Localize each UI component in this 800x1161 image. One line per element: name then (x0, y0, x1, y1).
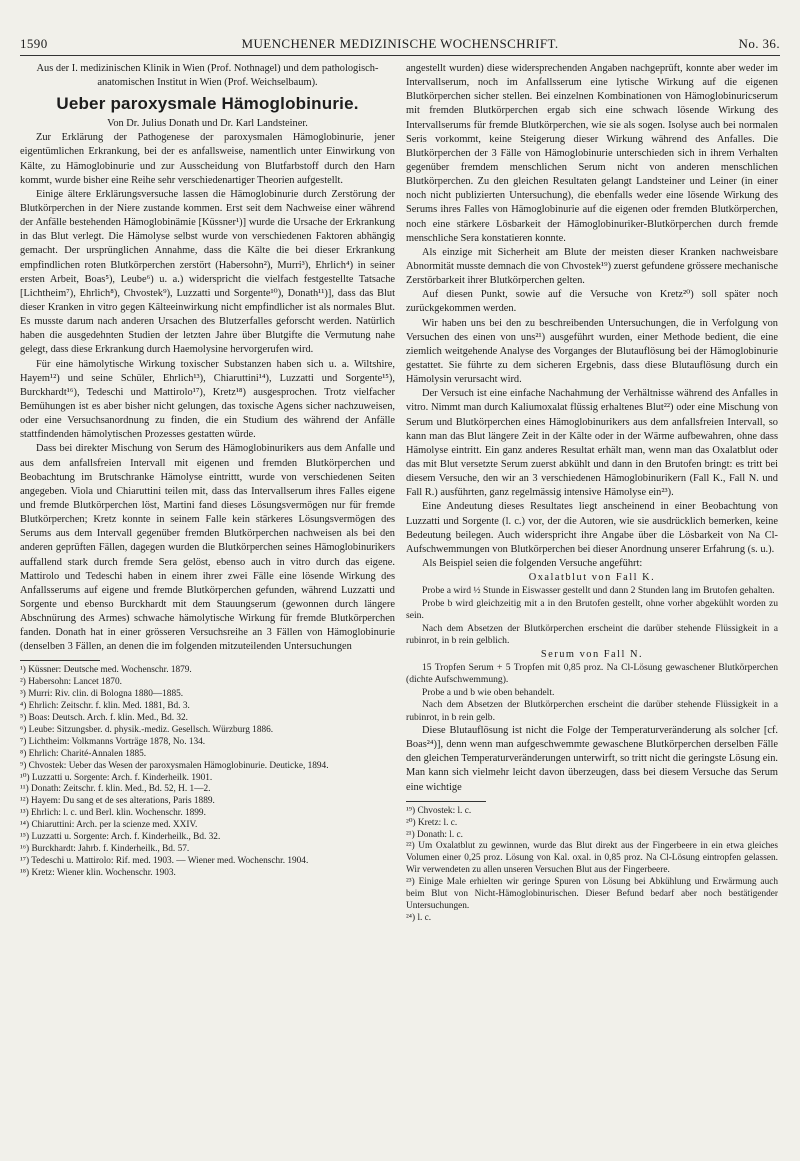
article-title: Ueber paroxysmale Hämoglobinurie. (56, 94, 359, 114)
footnote: ¹⁷) Tedeschi u. Mattirolo: Rif. med. 1903. — Wiener med. Wochenschr. 1904. (20, 855, 309, 866)
footnote: ⁴) Ehrlich: Zeitschr. f. klin. Med. 1881, Bd. 3. (20, 701, 190, 712)
footnote: ²¹) Donath: l. c. (406, 829, 463, 840)
body-paragraph: Einige ältere Erklärungsversuche lassen die Hämoglobinurie durch Zerstörung der Blutkörperchen in der Niere zustande kommen. Erst seit dem Nachweise einer während der Anfälle bestehenden Hämoglobinämie [Küssner¹)] wurde die Ursache der Erkrankung in das Blut verlegt. Die Hämolyse selbst wurde von verschiedenen Faktoren abhängig gemacht. Der ursprünglichen Annahme, dass die Kälte die bei dieser Erkrankung empfindlichen roten Blutkörperchen zerstört (Habersohn²), Murri³), Ehrlich⁴) in seiner ersten Arbeit, Boas⁵), Leube⁶) u. a.) widerspricht die vielfach festgestellte Tatsache [Lichtheim⁷), Ehrlich⁸), Chvostek⁹), Luzzatti und Sorgente¹⁰), Donath¹¹)], dass das Blut dieser Kranken in vitro gegen Kälteeinwirkung nicht empfindlicher ist als normales Blut. Es musste darum nach anderen Ursachen des Blutzerfalles geforscht werden. Natürlich haben die ausgedehnten Studien der letzten Jahre über Blutgifte die Vermutung nahe gelegt, dass diese Erkrankung durch Haemolysine hervorgerufen wird. (20, 188, 395, 356)
experiment-line: Nach dem Absetzen der Blutkörperchen erscheint die darüber stehende Flüssigkeit in a rubinrot, in b rein gelblich. (406, 622, 778, 647)
footnote: ⁶) Leube: Sitzungsber. d. physik.-mediz. Gesellsch. Würzburg 1886. (20, 724, 274, 735)
body-paragraph: Diese Blutauflösung ist nicht die Folge der Temperaturveränderung als solcher [cf. Boas²⁴)], denn wenn man aufgeschwemmte gewaschene Blutkörperchen derselben Fälle den gleichen Temperaturveränderungen unterwirft, so tritt nicht die geringste Lösung ein. Man kann sich vielmehr leicht davon überzeugen, dass bei diesem Versuche das Serum eine wichtige (406, 725, 778, 793)
experiment-line: Nach dem Absetzen der Blutkörperchen erscheint die darüber stehende Flüssigkeit in a rubinrot, in b rein gelb. (406, 699, 778, 723)
footnote: ²⁴) l. c. (406, 912, 432, 923)
footnote: ¹⁴) Chiaruttini: Arch. per la scienze med. XXIV. (20, 820, 198, 831)
footnote: ¹²) Hayem: Du sang et de ses alterations, Paris 1889. (20, 796, 215, 807)
footnote: ⁹) Chvostek: Ueber das Wesen der paroxysmalen Hämoglobinurie. Deuticke, 1894. (20, 760, 329, 771)
right-column (406, 62, 778, 925)
article-authors: Von Dr. Julius Donath und Dr. Karl Landsteiner. (107, 118, 308, 130)
footnote: ⁸) Ehrlich: Charité-Annalen 1885. (20, 748, 147, 759)
footnote: ⁷) Lichtheim: Volkmanns Vorträge 1878, No. 134. (20, 736, 206, 747)
footnote: ¹⁹) Chvostek: l. c. (406, 805, 472, 816)
footnote: ¹⁵) Luzzatti u. Sorgente: Arch. f. Kinderheilk., Bd. 32. (20, 831, 221, 842)
footnote-rule (20, 660, 100, 661)
experiment-line: Probe a und b wie oben behandelt. (422, 686, 555, 698)
footnote: ²) Habersohn: Lancet 1870. (20, 677, 122, 688)
page-number: 1590 (20, 36, 48, 51)
experiment-line: 15 Tropfen Serum + 5 Tropfen mit 0,85 proz. Na Cl-Lösung gewaschener Blutkörperchen (dichte Aufschwemmung). (406, 661, 778, 686)
footnote: ¹) Küssner: Deutsche med. Wochenschr. 1879. (20, 665, 192, 676)
footnote: ¹³) Ehrlich: l. c. und Berl. klin. Wochenschr. 1899. (20, 808, 206, 819)
footnote: ³) Murri: Riv. clin. di Bologna 1880—1885. (20, 689, 184, 700)
footnote: ¹⁶) Burckhardt: Jahrb. f. Kinderheilk., Bd. 57. (20, 843, 190, 854)
body-paragraph: Der Versuch ist eine einfache Nachahmung der Verhältnisse während des Anfalles in vitro. Nimmt man durch Kaliumoxalat flüssig erhaltenes Blut²²) oder eine Mischung von Serum und Blutkörperchen eines Hämoglobinurikers aus dem anfallsfreien Intervall, so kann man das Blut längere Zeit in der Kälte oder in der Wärme aufbewahren, ohne dass Hämolyse eintritt. Ein ganz anderes Resultat erhält man, wenn man das Oxalatblut oder das mit Blut versetzte Serum zuerst abkühlt und dann in den Brutofen bringt: es tritt bei diesem Versuche, den wir an 3 verschiedenen Hämoglobinurikern (Fall K., Fall N. und Fall R.) ausführten, ganz regelmässig intensive Hämolyse ein²³). (406, 388, 778, 499)
experiment-heading: Oxalatblut von Fall K. (528, 572, 656, 584)
body-paragraph: Als einzige mit Sicherheit am Blute der meisten dieser Kranken nachweisbare Abnormität musste demnach die von Chvostek¹⁹) zuerst gefundene grössere mechanische Zerstörbarkeit ihrer Blutkörperchen gelten. (406, 246, 778, 287)
body-paragraph: Auf diesen Punkt, sowie auf die Versuche von Kretz²⁰) soll später noch zurückgekommen werden. (406, 289, 778, 315)
left-column (20, 62, 395, 880)
footnote-rule (406, 801, 486, 802)
footnote: ¹¹) Donath: Zeitschr. f. klin. Med., Bd. 52, H. 1—2. (20, 784, 211, 795)
header-rule (20, 55, 780, 56)
footnote: ¹⁰) Luzzatti u. Sorgente: Arch. f. Kinderheilk. 1901. (20, 772, 213, 783)
body-paragraph: Als Beispiel seien die folgenden Versuche angeführt: (422, 557, 643, 569)
footnote: ²²) Um Oxalatblut zu gewinnen, wurde das Blut direkt aus der Fingerbeere in ein etwa gleiches Volumen einer 0,25 proz. Lösung von Kal. oxal. in 0,85 proz. Na Cl-Lösung eintropfen gelassen. Wir verwendeten zu allen unseren Versuchen Blut aus der Fingerbeere. (406, 841, 778, 876)
affiliation: Aus der I. medizinischen Klinik in Wien (Prof. Nothnagel) und dem pathologisch-anatomischen Institut in Wien (Prof. Weichselbaum). (36, 63, 379, 88)
footnote: ⁵) Boas: Deutsch. Arch. f. klin. Med., Bd. 32. (20, 713, 188, 724)
body-paragraph: Wir haben uns bei den zu beschreibenden Untersuchungen, die in Verfolgung von Versuchen des einen von uns²¹) ausgeführt wurden, einer Methode bedient, die eine ziemlich weitgehende Analyse des Vorganges der Blutauflösung bei der Hämoglobinurie gestattet. Sie führte zu dem sicheren Ergebnis, dass diese Blutauflösung durch ein Hämolysin verursacht wird. (406, 317, 778, 386)
body-paragraph: Dass bei direkter Mischung von Serum des Hämoglobinurikers aus dem Anfalle und aus dem anfallsfreien Intervall mit eigenen und fremden Blutkörperchen und Beobachtung im Brutschranke Hämolyse eintrittt, wurde von verschiedenen Seiten angegeben. Viola und Chiaruttini teilen mit, dass das Intervallserum ihres Falles eigene und fremde Blutkörperchen löst, Martini fand dieses Lösungsvermögen nur für fremde Blutkörperchen; Kretz konnte in seinem Falle kein stärkeres Lösungsvermögen des Serums aus dem Intervall gegenüber fremden Blutkörperchen nachweisen als bei den anderen geprüften Fällen, dagegen wurden die Blutkörperchen seines Hämoglobinurikers auffallend stark durch fremde Sera gelöst, ebenso auch in vitro durch das eigene. Mattirolo und Tedeschi haben in einem ihrer zwei Fälle eine lösende Wirkung des Anfallsserums auf eigene und fremde Blutkörperchen gefunden, während Luzzatti und Sorgente und ebenso Burckhardt mit dem Stauungserum (gewonnen durch längere Abschnürung des Armes) schwache hämolytische Wirkung für fremde Blutkörperchen fanden. Donath hat in einer grösseren Versuchsreihe an 3 Fällen von Hämoglobinurie (denselben 3 Fällen, an denen die im folgenden mitzuteilenden Untersuchungen (20, 443, 395, 653)
experiment-heading: Serum von Fall N. (540, 648, 644, 660)
footnote: ²⁰) Kretz: l. c. (406, 817, 458, 828)
footnote: ¹⁸) Kretz: Wiener klin. Wochenschr. 1903. (20, 867, 176, 878)
body-paragraph: Für eine hämolytische Wirkung toxischer Substanzen haben sich u. a. Wiltshire, Hayem¹²) und seine Schüler, Ehrlich¹³), Chiaruttini¹⁴), Luzzatti und Sorgente¹⁵), Burckhardt¹⁶), Tedeschi und Mattirolo¹⁷), Kretz¹⁸) ausgesprochen. Trotz vielfacher Bemühungen ist es aber bisher nicht gelungen, das toxische Agens sicher nachzuweisen, oder eine Versuchsanordnung zu finden, die ein Studium des während der Anfälle stattfindenden hämolytischen Prozesses gestatten würde. (20, 358, 395, 441)
body-paragraph: Eine Andeutung dieses Resultates liegt anscheinend in einer Beobachtung von Luzzatti und Sorgente (l. c.) vor, der die Autoren, wie sie ausdrücklich bemerken, keine Bedeutung beilegen. Auch widerspricht ihre Angabe über die Lösbarkeit von Na Cl-Aufschwemmungen von Blutkörperchen bei dieser Anordnung unserer Erfahrung (s. u.). (406, 501, 778, 555)
body-paragraph: Zur Erklärung der Pathogenese der paroxysmalen Hämoglobinurie, jener eigentümlichen Erkrankung, bei der es anfallsweise, namentlich unter Einwirkung von Kälte, zu Hämoglobinurie und zur Ausscheidung von Blutfarbstoff durch den Harn kommt, wurde bisher eine Reihe sehr verschiedenartiger Theorien aufgestellt. (20, 132, 395, 186)
journal-title: MUENCHENER MEDIZINISCHE WOCHENSCHRIFT. (241, 36, 559, 51)
running-header (20, 36, 780, 54)
experiment-line: Probe b wird gleichzeitig mit a in den Brutofen gestellt, ohne vorher abgekühlt worden zu sein. (406, 597, 778, 622)
experiment-line: Probe a wird ½ Stunde in Eiswasser gestellt und dann 2 Stunden lang im Brutofen gehalten. (422, 585, 775, 597)
body-paragraph: angestellt wurden) diese widersprechenden Angaben nachgeprüft, konnte aber weder im Intervallserum, noch im Anfallsserum eine lytische Wirkung auf die eigenen Blutkörperchen sicher stellen. Bei einzelnen Kombinationen von Hämoglobinuricserum mit fremden Blutkörperchen ergab sich eine schwach lösende Wirkung des Intervallserums für fremde Blutkörperchen, wie sie als sogen. Isolyse auch bei normalen Seris vorkommt, keine Steigerung dieser Wirkung während des Anfalles. Die Blutkörperchen der 3 Fälle von Hämoglobinurie unterschieden sich in ihrem Verhalten gegenüber fremdem menschlichen Serum nicht von anderen menschlichen Blutkörperchen. Zu den gleichen Resultaten gelangt Landsteiner und Leiner (in einer noch nicht publizierten Untersuchung), die ebenfalls weder eine lösende Wirkung des Serums ihres Falles von Hämoglobinurie auf die eigenen oder fremden Blutkörperchen, noch eine stärkere Lösbarkeit der Hämoglobinuriker-Blutkörperchen durch fremde menschliche Sera konstatieren konnte. (406, 63, 778, 244)
issue-number: No. 36. (738, 36, 780, 51)
footnote: ²³) Einige Male erhielten wir geringe Spuren von Lösung bei Abkühlung und Erwärmung auch beim Blut von Nicht-Hämoglobinurischen. Dieser Befund bedarf aber noch bestätigender Untersuchungen. (406, 877, 778, 911)
